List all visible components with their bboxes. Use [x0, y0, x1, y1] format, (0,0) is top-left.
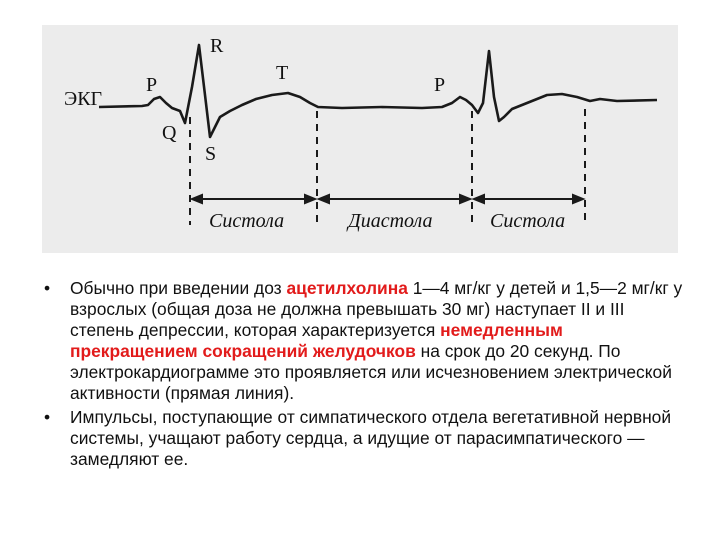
bullet-item-1 — [40, 278, 690, 404]
ekg-label: ЭКГ — [64, 88, 103, 110]
highlight-acetylcholine: ацетилхолина — [286, 278, 408, 298]
wave-label-t: T — [276, 62, 289, 84]
bullet-marker: • — [44, 278, 51, 298]
bullet-1-part-5: на срок до 20 секунд. По электрокардиограмме это проявляется или исчезновением электрической активности (прямая линия). — [70, 341, 672, 403]
bullet-1-part-3: 1—4 мг/кг у детей и 1,5—2 мг/кг у взрослых (общая доза не должна превышать 30 мг) наступает II и III степень депрессии, которая характеризуется — [70, 278, 683, 340]
wave-label-p2: P — [434, 74, 446, 96]
bullet-1-part-1: Обычно при введении доз — [70, 278, 287, 298]
phase-label-systole-1: Систола — [209, 210, 285, 232]
phase-label-diastole: Диастола — [348, 210, 433, 232]
highlight-ventricular-arrest: немедленным прекращением сокращений желудочков — [70, 320, 563, 361]
bullet-2-text: Импульсы, поступающие от симпатического отдела вегетативной нервной системы, учащают работу сердца, а идущие от парасимпатического — замедляют ее. — [70, 407, 672, 469]
wave-label-s: S — [205, 143, 217, 165]
interval-arrows — [192, 195, 583, 203]
bullet-marker: • — [44, 407, 51, 427]
wave-label-r: R — [210, 35, 224, 57]
wave-label-p1: P — [146, 74, 158, 96]
phase-label-systole-2: Систола — [490, 210, 566, 232]
bullet-list — [40, 278, 690, 473]
bullet-item-2 — [40, 407, 690, 470]
wave-label-q: Q — [162, 122, 177, 144]
ekg-trace — [99, 45, 657, 137]
